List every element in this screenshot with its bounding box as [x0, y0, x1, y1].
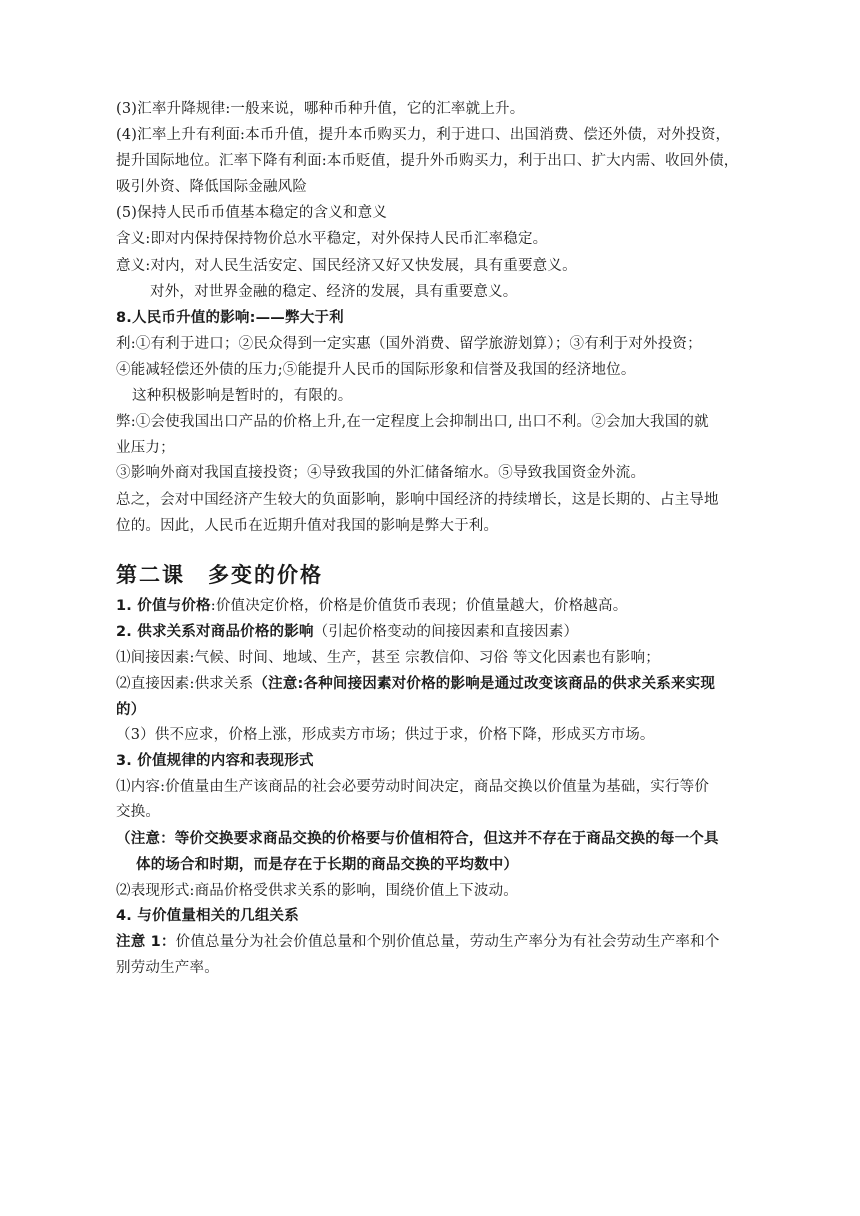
- text-line: (4)汇率上升有利面:本币升值，提升本币购买力，利于进口、出国消费、偿还外债，对外投资，: [116, 127, 731, 143]
- text-line: ⑴间接因素:气候、时间、地域、生产，甚至 宗教信仰、习俗 等文化因素也有影响；: [116, 650, 660, 666]
- text-line: [116, 932, 720, 952]
- text-line: 弊:①会使我国出口产品的价格上升,在一定程度上会抑制出口, 出口不利。②会加大我国的就: [116, 414, 709, 430]
- section-text: （引起价格变动的间接因素和直接因素）: [313, 624, 579, 640]
- text-line: （3）供不应求，价格上涨，形成卖方市场；供过于求，价格下降，形成买方市场。: [116, 727, 655, 743]
- note-text: （注意:各种间接因素对价格的影响是通过改变该商品的供求关系来实现: [253, 676, 716, 692]
- text-line: 别劳动生产率。: [116, 960, 219, 976]
- text-line: (3)汇率升降规律:一般来说，哪种币种升值，它的汇率就上升。: [116, 101, 525, 117]
- text-line: 对外，对世界金融的稳定、经济的发展，具有重要意义。: [150, 284, 518, 300]
- text-line: 业压力；: [116, 440, 175, 456]
- text-line: 这种积极影响是暂时的，有限的。: [132, 388, 353, 404]
- text-line: [116, 596, 627, 616]
- section-heading: 8.人民币升值的影响:——弊大于利: [116, 310, 344, 326]
- text-line: ③影响外商对我国直接投资；④导致我国的外汇储备缩水。⑤导致我国资金外流。: [116, 465, 646, 481]
- text-line: 意义:对内，对人民生活安定、国民经济又好又快发展，具有重要意义。: [116, 258, 577, 274]
- text-line: 含义:即对内保持保持物价总水平稳定，对外保持人民币汇率稳定。: [116, 231, 548, 247]
- section-heading: 3. 价值规律的内容和表现形式: [116, 753, 314, 769]
- text-line: ⑴内容:价值量由生产该商品的社会必要劳动时间决定，商品交换以价值量为基础，实行等价: [116, 779, 710, 795]
- text-line: [116, 674, 715, 694]
- section-text: ⑵直接因素:供求关系: [116, 676, 254, 692]
- text-line: 利:①有利于进口；②民众得到一定实惠（国外消费、留学旅游划算）；③有利于对外投资；: [116, 336, 702, 352]
- text-line: 提升国际地位。汇率下降有利面:本币贬值，提升外币购买力，利于出口、扩大内需、收回外债，: [116, 153, 739, 169]
- text-line: 交换。: [116, 804, 161, 820]
- text-line: ④能减轻偿还外债的压力;⑤能提升人民币的国际形象和信誉及我国的经济地位。: [116, 362, 636, 378]
- section-heading: 1. 价值与价格: [116, 598, 211, 614]
- section-heading: 4. 与价值量相关的几组关系: [116, 908, 299, 924]
- text-line: [116, 622, 578, 642]
- text-line: (5)保持人民币币值基本稳定的含义和意义: [116, 205, 388, 221]
- text-line: 位的。因此，人民币在近期升值对我国的影响是弊大于利。: [116, 518, 499, 534]
- note-text: 的）: [116, 702, 146, 718]
- text-line: 总之，会对中国经济产生较大的负面影响，影响中国经济的持续增长，这是长期的、占主导地: [116, 492, 719, 508]
- section-text: 价值总量分为社会价值总量和个别价值总量，劳动生产率分为有社会劳动生产率和个: [175, 934, 720, 950]
- text-line: ⑵表现形式:商品价格受供求关系的影响，围绕价值上下波动。: [116, 883, 518, 899]
- note-text: （注意：等价交换要求商品交换的价格要与价值相符合，但这并不存在于商品交换的每一个具: [116, 831, 719, 847]
- section-heading: 2. 供求关系对商品价格的影响: [116, 624, 314, 640]
- lesson-title: 第二课 多变的价格: [116, 562, 323, 587]
- section-text: :价值决定价格，价格是价值货币表现；价值量越大，价格越高。: [210, 598, 628, 614]
- note-label: 注意 1：: [116, 934, 176, 950]
- text-line: 吸引外资、降低国际金融风险: [116, 179, 308, 195]
- note-text: 体的场合和时期，而是存在于长期的商品交换的平均数中）: [136, 857, 519, 873]
